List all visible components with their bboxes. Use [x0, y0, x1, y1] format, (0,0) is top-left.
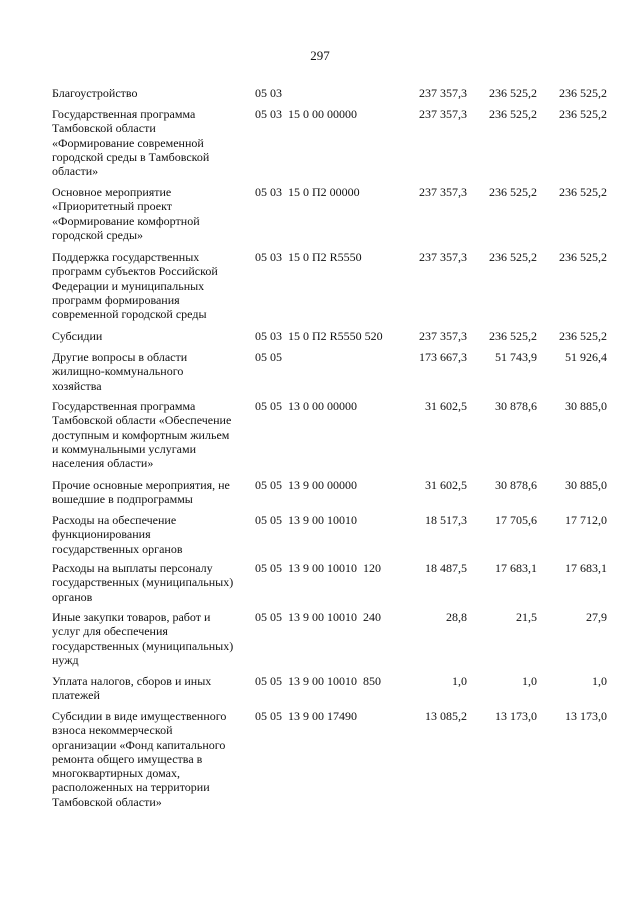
row-value-2: 236 525,2 [489, 250, 537, 264]
row-value-3: 236 525,2 [559, 329, 607, 343]
row-value-1: 28,8 [446, 610, 467, 624]
row-value-2: 236 525,2 [489, 107, 537, 121]
row-code: 05 03 [255, 86, 282, 100]
row-value-2: 30 878,6 [495, 399, 537, 413]
row-value-1: 237 357,3 [419, 86, 467, 100]
row-value-2: 13 173,0 [495, 709, 537, 723]
row-value-3: 13 173,0 [565, 709, 607, 723]
row-value-3: 1,0 [592, 674, 607, 688]
row-value-3: 30 885,0 [565, 399, 607, 413]
row-code: 05 05 13 0 00 00000 [255, 399, 357, 413]
row-value-2: 21,5 [516, 610, 537, 624]
row-value-3: 17 712,0 [565, 513, 607, 527]
row-value-2: 17 705,6 [495, 513, 537, 527]
row-code: 05 03 15 0 00 00000 [255, 107, 357, 121]
row-value-1: 173 667,3 [419, 350, 467, 364]
row-value-3: 236 525,2 [559, 86, 607, 100]
row-name: Государственная программа Тамбовской области «Формирование современной городской среды в Тамбовской области» [52, 107, 210, 179]
row-value-2: 236 525,2 [489, 185, 537, 199]
row-name: Основное мероприятие «Приоритетный проект «Формирование комфортной городской среды» [52, 185, 200, 242]
row-value-3: 236 525,2 [559, 185, 607, 199]
row-value-2: 17 683,1 [495, 561, 537, 575]
row-value-2: 30 878,6 [495, 478, 537, 492]
row-code: 05 05 13 9 00 10010 240 [255, 610, 381, 624]
row-code: 05 03 15 0 П2 R5550 520 [255, 329, 383, 343]
row-value-2: 1,0 [522, 674, 537, 688]
row-value-3: 236 525,2 [559, 107, 607, 121]
row-name: Субсидии в виде имущественного взноса некоммерческой организации «Фонд капитального ремонта общего имущества в многоквартирных домах, расположенных на территории Тамбовской области» [52, 709, 227, 809]
row-code: 05 03 15 0 П2 R5550 [255, 250, 362, 264]
row-value-1: 18 487,5 [425, 561, 467, 575]
row-name: Расходы на выплаты персоналу государственных (муниципальных) органов [52, 561, 234, 604]
row-value-1: 237 357,3 [419, 107, 467, 121]
row-value-2: 236 525,2 [489, 86, 537, 100]
row-code: 05 05 13 9 00 10010 120 [255, 561, 381, 575]
row-value-1: 31 602,5 [425, 399, 467, 413]
row-code: 05 05 13 9 00 10010 [255, 513, 357, 527]
row-name: Субсидии [52, 329, 103, 343]
row-value-3: 27,9 [586, 610, 607, 624]
row-code: 05 05 [255, 350, 282, 364]
row-value-3: 236 525,2 [559, 250, 607, 264]
row-name: Расходы на обеспечение функционирования государственных органов [52, 513, 183, 556]
row-code: 05 05 13 9 00 17490 [255, 709, 357, 723]
row-value-1: 237 357,3 [419, 329, 467, 343]
row-name: Благоустройство [52, 86, 138, 100]
row-code: 05 03 15 0 П2 00000 [255, 185, 360, 199]
page-number: 297 [310, 48, 330, 63]
row-name: Другие вопросы в области жилищно-коммунального хозяйства [52, 350, 188, 393]
row-value-1: 1,0 [452, 674, 467, 688]
row-value-2: 236 525,2 [489, 329, 537, 343]
row-value-3: 51 926,4 [565, 350, 607, 364]
row-name: Прочие основные мероприятия, не вошедшие в подпрограммы [52, 478, 230, 507]
row-value-3: 30 885,0 [565, 478, 607, 492]
row-value-1: 18 517,3 [425, 513, 467, 527]
row-value-1: 31 602,5 [425, 478, 467, 492]
row-value-3: 17 683,1 [565, 561, 607, 575]
row-value-1: 237 357,3 [419, 185, 467, 199]
row-name: Иные закупки товаров, работ и услуг для обеспечения государственных (муниципальных) нужд [52, 610, 234, 667]
row-value-1: 13 085,2 [425, 709, 467, 723]
row-code: 05 05 13 9 00 00000 [255, 478, 357, 492]
row-name: Уплата налогов, сборов и иных платежей [52, 674, 212, 703]
row-name: Поддержка государственных программ субъектов Российской Федерации и муниципальных программ формирования современной городской среды [52, 250, 218, 322]
row-value-2: 51 743,9 [495, 350, 537, 364]
row-code: 05 05 13 9 00 10010 850 [255, 674, 381, 688]
row-name: Государственная программа Тамбовской области «Обеспечение доступным и комфортным жильем и коммунальными услугами населения области» [52, 399, 232, 471]
row-value-1: 237 357,3 [419, 250, 467, 264]
